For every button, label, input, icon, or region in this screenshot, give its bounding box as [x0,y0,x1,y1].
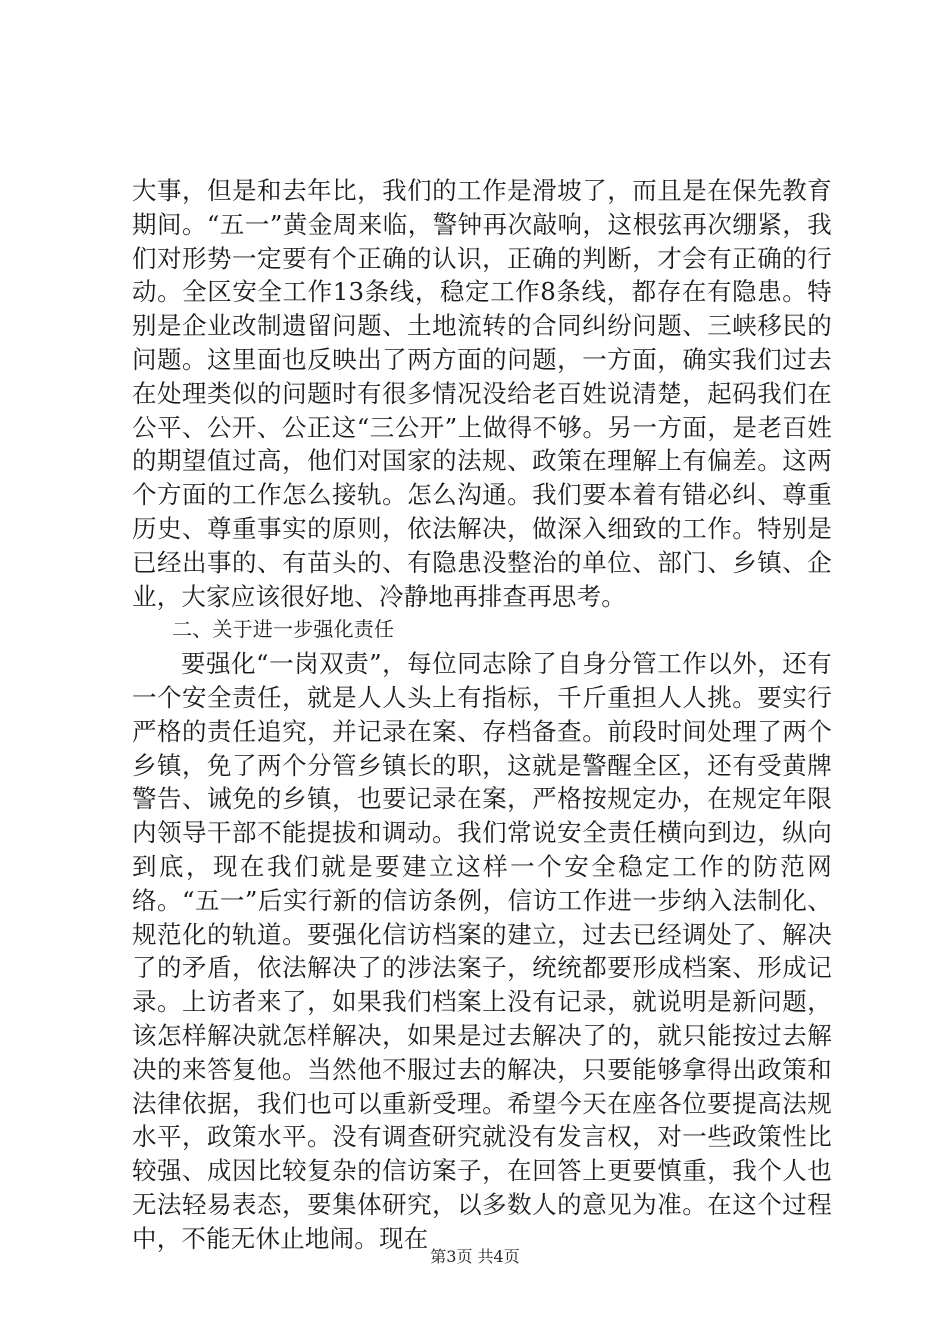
page-footer: 第3页 共4页 [430,1247,520,1266]
paragraph-responsibility: 要强化“一岗双责”，每位同志除了自身分管工作以外，还有一个安全责任，就是人人头上有指标，千斤重担人人挑。要实行严格的责任追究，并记录在案、存档备查。前段时间处理了两个乡镇，免了两个分管乡镇长的职，这就是警醒全区，还有受黄牌警告、诫免的乡镇，也要记录在案，严格按规定办，在规定年限内领导干部不能提拔和调动。我们常说安全责任横向到边，纵向到底，现在我们就是要建立这样一个安全稳定工作的防范网络。“五一”后实行新的信访条例，信访工作进一步纳入法制化、规范化的轨道。要强化信访档案的建立，过去已经调处了、解决了的矛盾，依法解决了的涉法案子，统统都要形成档案、形成记录。上访者来了，如果我们档案上没有记录，就说明是新问题，该怎样解决就怎样解决，如果是过去解决了的，就只能按过去解决的来答复他。当然他不服过去的解决，只要能够拿得出政策和法律依据，我们也可以重新受理。希望今天在座各位要提高法规水平，政策水平。没有调查研究就没有发言权，对一些政策性比较强、成因比较复杂的信访案子，在回答上更要慎重，我个人也无法轻易表态，要集体研究，以多数人的意见为准。在这个过程中，不能无休止地闹。现在 [132,649,832,1253]
document-body [132,174,832,1256]
section-heading: 二、关于进一步强化责任 [172,617,395,642]
paragraph-continuation: 大事，但是和去年比，我们的工作是滑坡了，而且是在保先教育期间。“五一”黄金周来临，警钟再次敲响，这根弦再次绷紧，我们对形势一定要有个正确的认识，正确的判断，才会有正确的行动。全区安全工作13条线，稳定工作8条线，都存在有隐患。特别是企业改制遗留问题、土地流转的合同纠纷问题、三峡移民的问题。这里面也反映出了两方面的问题，一方面，确实我们过去在处理类似的问题时有很多情况没给老百姓说清楚，起码我们在公平、公开、公正这“三公开”上做得不够。另一方面，是老百姓的期望值过高，他们对国家的法规、政策在理解上有偏差。这两个方面的工作怎么接轨。怎么沟通。我们要本着有错必纠、尊重历史、尊重事实的原则，依法解决，做深入细致的工作。特别是已经出事的、有苗头的、有隐患没整治的单位、部门、乡镇、企业，大家应该很好地、冷静地再排查再思考。 [132,176,832,611]
